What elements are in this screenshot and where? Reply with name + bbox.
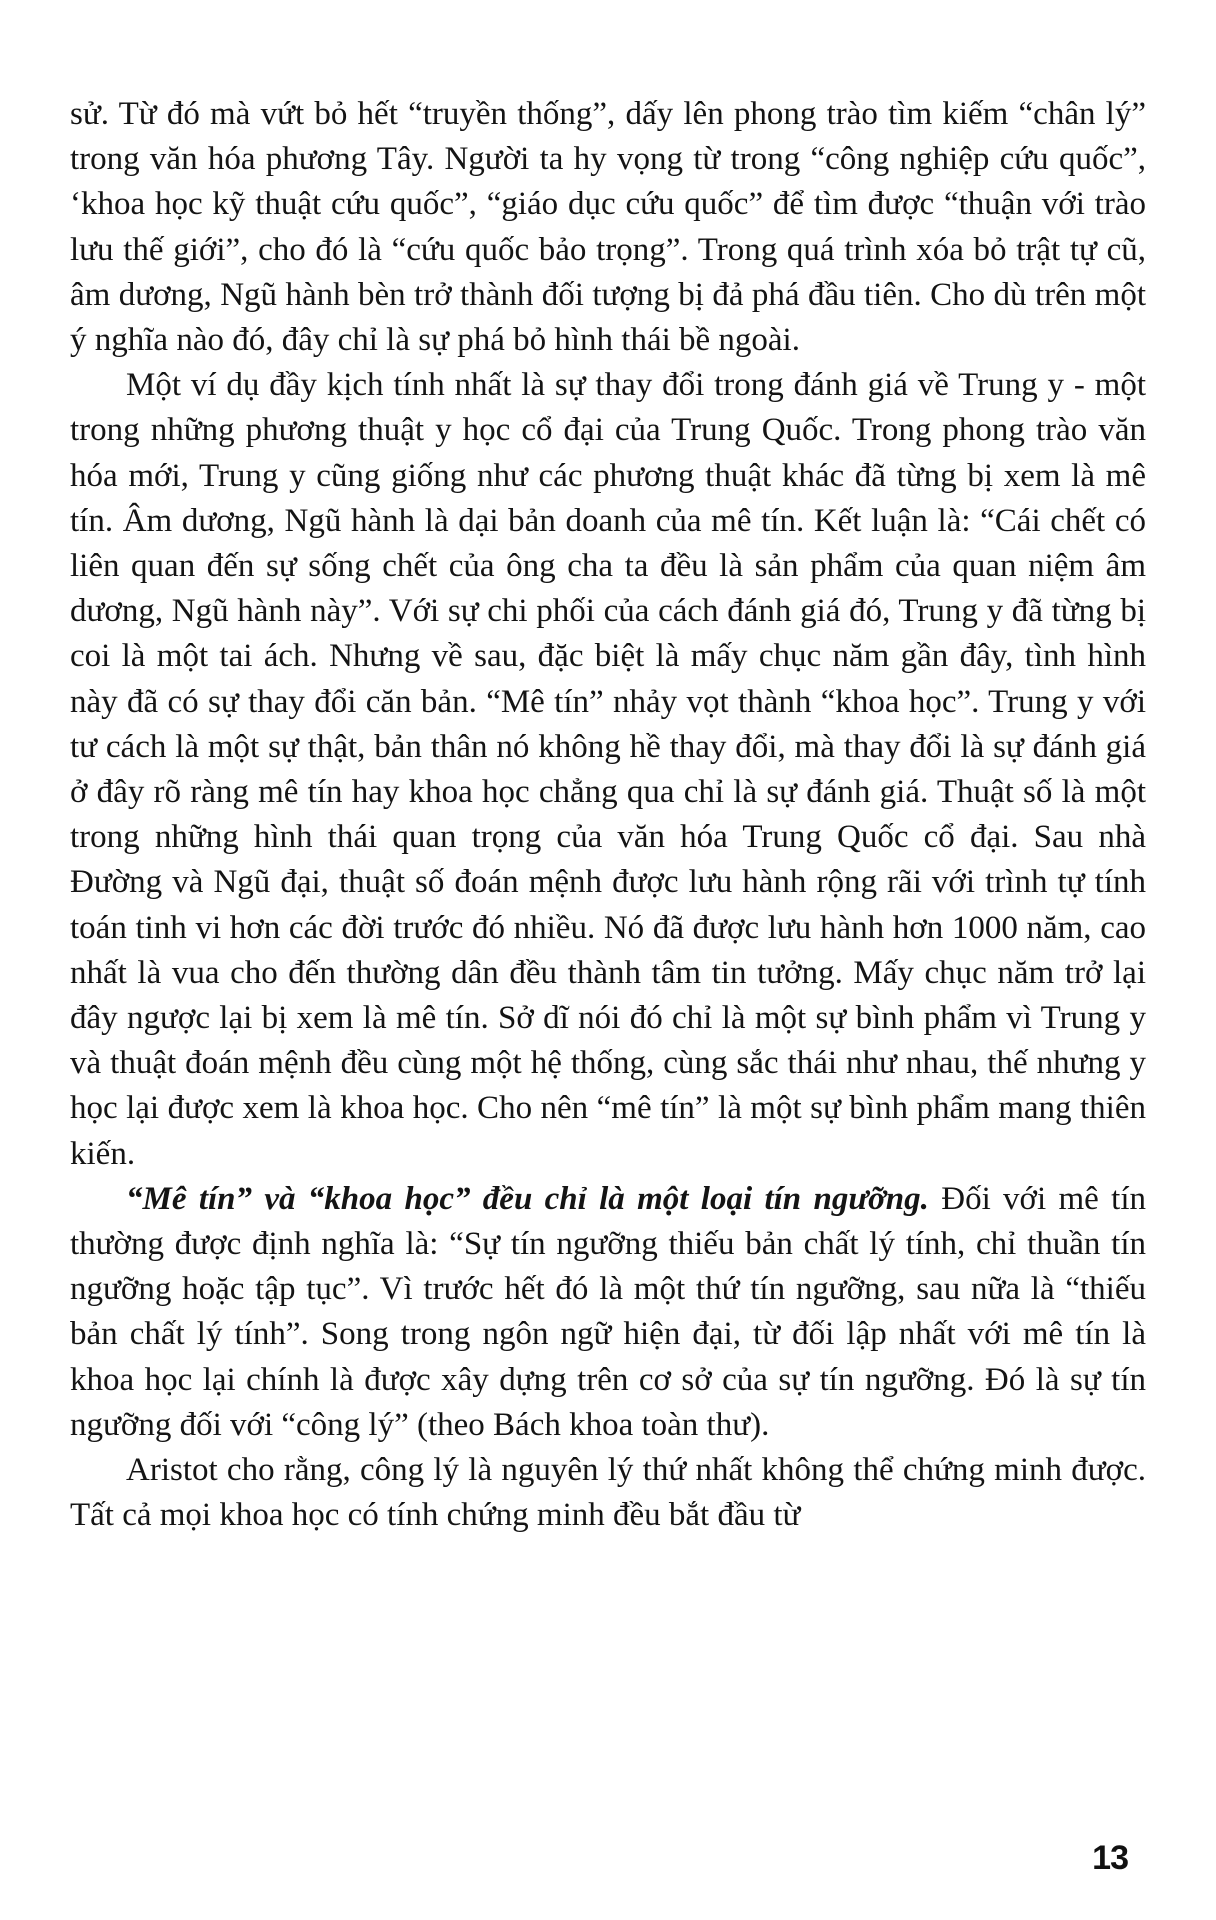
paragraph-3-lead: “Mê tín” và “khoa học” đều chỉ là một loại tín ngưỡng. [126,1180,929,1217]
paragraph-4 [70,1448,1146,1538]
paragraph-1 [70,92,1146,363]
paragraph-2-text: Một ví dụ đầy kịch tính nhất là sự thay đổi trong đánh giá về Trung y - một trong những phương thuật y học cổ đại của Trung Quốc. Trong phong trào văn hóa mới, Trung y cũng giống như các phương thuật khác đã từng bị xem là mê tín. Âm dương, Ngũ hành là dại bản doanh của mê tín. Kết luận là: “Cái chết có liên quan đến sự sống chết của ông cha ta đều là sản phẩm của quan niệm âm dương, Ngũ hành này”. Với sự chi phối của cách đánh giá đó, Trung y đã từng bị coi là một tai ách. Nhưng về sau, đặc biệt là mấy chục năm gần đây, tình hình này đã có sự thay đổi căn bản. “Mê tín” nhảy vọt thành “khoa học”. Trung y với tư cách là một sự thật, bản thân nó không hề thay đổi, mà thay đổi là sự đánh giá ở đây rõ ràng mê tín hay khoa học chẳng qua chỉ là sự đánh giá. Thuật số là một trong những hình thái quan trọng của văn hóa Trung Quốc cổ đại. Sau nhà Đường và Ngũ đại, thuật số đoán mệnh được lưu hành rộng rãi với trình tự tính toán tinh vi hơn các đời trước đó nhiều. Nó đã được lưu hành hơn 1000 năm, cao nhất là vua cho đến thường dân đều thành tâm tin tưởng. Mấy chục năm trở lại đây ngược lại bị xem là mê tín. Sở dĩ nói đó chỉ là một sự bình phẩm vì Trung y và thuật đoán mệnh đều cùng một hệ thống, cùng sắc thái như nhau, thế nhưng y học lại được xem là khoa học. Cho nên “mê tín” là một sự bình phẩm mang thiên kiến. [70,367,1146,1172]
paragraph-4-text: Aristot cho rằng, công lý là nguyên lý thứ nhất không thể chứng minh được. Tất cả mọi khoa học có tính chứng minh đều bắt đầu từ [70,1452,1146,1534]
paragraph-3 [70,1177,1146,1448]
page-number: 13 [1092,1839,1128,1877]
page-body [70,92,1146,1539]
paragraph-2 [70,363,1146,1177]
paragraph-1-text: sử. Từ đó mà vứt bỏ hết “truyền thống”, dấy lên phong trào tìm kiếm “chân lý” trong văn hóa phương Tây. Người ta hy vọng từ trong “công nghiệp cứu quốc”, ‘khoa học kỹ thuật cứu quốc”, “giáo dục cứu quốc” để tìm được “thuận với trào lưu thế giới”, cho đó là “cứu quốc bảo trọng”. Trong quá trình xóa bỏ trật tự cũ, âm dương, Ngũ hành bèn trở thành đối tượng bị đả phá đầu tiên. Cho dù trên một ý nghĩa nào đó, đây chỉ là sự phá bỏ hình thái bề ngoài. [70,96,1146,359]
paragraph-3-text: Đối với mê tín thường được định nghĩa là: “Sự tín ngưỡng thiếu bản chất lý tính, chỉ thuần tín ngưỡng hoặc tập tục”. Vì trước hết đó là một thứ tín ngưỡng, sau nữa là “thiếu bản chất lý tính”. Song trong ngôn ngữ hiện đại, từ đối lập nhất với mê tín là khoa học lại chính là được xây dựng trên cơ sở của sự tín ngưỡng. Đó là sự tín ngưỡng đối với “công lý” (theo Bách khoa toàn thư). [70,1180,1146,1443]
